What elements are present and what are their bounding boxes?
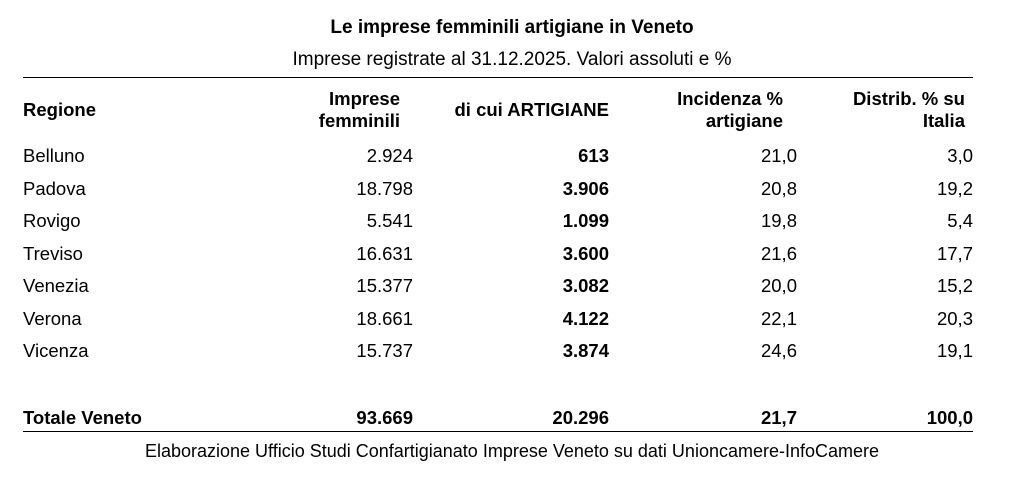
table-row [23, 173, 973, 206]
cell-distrib: 15,2 [936, 275, 973, 296]
cell-distrib: 19,2 [936, 177, 973, 199]
header-imprese-line1: Imprese [329, 88, 400, 109]
data-table [23, 80, 973, 434]
cell-distrib: 5,4 [947, 210, 973, 231]
cell-regione: Verona [23, 307, 82, 329]
cell-incidenza: 21,6 [760, 242, 797, 264]
table-row [23, 303, 973, 336]
cell-regione: Venezia [23, 275, 89, 296]
cell-artigiane: 1.099 [562, 210, 609, 231]
header-artigiane-label: di cui ARTIGIANE [454, 99, 609, 120]
cell-distrib: 17,7 [936, 242, 973, 264]
table-row [23, 140, 973, 173]
total-label: Totale Veneto [23, 406, 142, 428]
cell-distrib: 20,3 [936, 307, 973, 329]
cell-incidenza: 20,0 [760, 275, 797, 296]
table-title: Le imprese femminili artigiane in Veneto [330, 17, 694, 38]
header-regione [23, 80, 193, 140]
header-imprese-line2: femminili [318, 110, 400, 131]
header-row [23, 80, 973, 140]
cell-regione: Belluno [23, 145, 85, 166]
cell-artigiane: 3.082 [562, 275, 609, 296]
cell-imprese: 16.631 [356, 242, 413, 264]
header-imprese-femminili [193, 80, 413, 140]
total-distrib: 100,0 [926, 406, 973, 428]
header-incidenza [609, 80, 797, 140]
spacer-cell [23, 368, 973, 402]
source-note: Elaborazione Ufficio Studi Confartigianato Imprese Veneto su dati Unioncamere-InfoCamere [144, 441, 880, 461]
total-row [23, 402, 973, 434]
cell-imprese: 18.798 [356, 177, 413, 199]
cell-imprese: 2.924 [366, 145, 413, 166]
total-artigiane: 20.296 [552, 406, 609, 428]
cell-regione: Rovigo [23, 210, 81, 231]
cell-distrib: 19,1 [936, 340, 973, 361]
top-rule [23, 77, 973, 78]
cell-artigiane: 3.600 [562, 242, 609, 264]
cell-imprese: 18.661 [356, 307, 413, 329]
cell-regione: Padova [23, 177, 86, 199]
header-distrib-line1: Distrib. % su [852, 88, 965, 109]
header-incidenza-line2: artigiane [705, 110, 783, 131]
cell-incidenza: 21,0 [760, 145, 797, 166]
cell-distrib: 3,0 [947, 145, 973, 166]
cell-incidenza: 22,1 [760, 307, 797, 329]
total-incidenza: 21,7 [760, 406, 797, 428]
header-incidenza-line1: Incidenza % [677, 88, 783, 109]
table-row [23, 238, 973, 271]
cell-artigiane: 3.906 [562, 177, 609, 199]
cell-imprese: 5.541 [366, 210, 413, 231]
cell-artigiane: 613 [578, 145, 609, 166]
total-imprese: 93.669 [356, 406, 413, 428]
cell-regione: Treviso [23, 242, 83, 264]
header-distrib-line2: Italia [922, 110, 965, 131]
cell-incidenza: 24,6 [760, 340, 797, 361]
bottom-rule [23, 431, 973, 432]
table-row [23, 270, 973, 303]
cell-artigiane: 3.874 [562, 340, 609, 361]
header-distribuzione [797, 80, 973, 140]
cell-incidenza: 19,8 [760, 210, 797, 231]
cell-imprese: 15.377 [356, 275, 413, 296]
cell-incidenza: 20,8 [760, 177, 797, 199]
table-row [23, 205, 973, 238]
spacer-row [23, 368, 973, 402]
header-artigiane [413, 80, 609, 140]
cell-artigiane: 4.122 [562, 307, 609, 329]
header-regione-label: Regione [23, 99, 96, 120]
table-subtitle: Imprese registrate al 31.12.2025. Valori assoluti e % [292, 49, 732, 70]
table-row [23, 335, 973, 368]
cell-regione: Vicenza [23, 340, 89, 361]
cell-imprese: 15.737 [356, 340, 413, 361]
